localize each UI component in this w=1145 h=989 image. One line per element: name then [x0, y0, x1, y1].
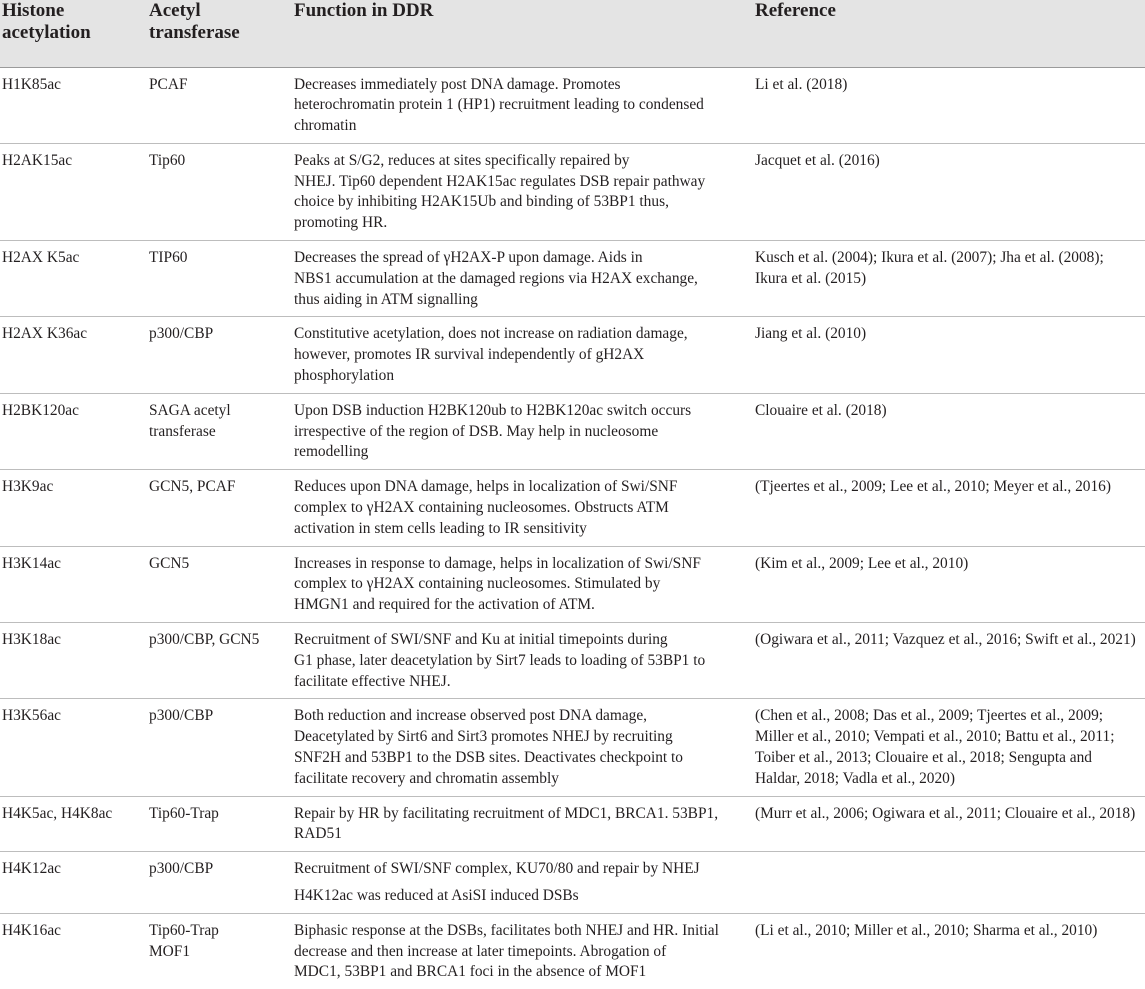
table-row — [0, 393, 1145, 469]
cell-text-line: p300/CBP — [149, 707, 214, 725]
function-cell — [292, 852, 753, 886]
table-row — [0, 470, 1145, 546]
cell-text-line: Ikura et al. (2015) — [755, 269, 867, 287]
table-header — [0, 0, 1145, 67]
cell-text-line: TIP60 — [149, 249, 188, 267]
reference-cell — [753, 67, 1145, 143]
histone-cell — [0, 143, 147, 240]
cell-text-line: facilitate effective NHEJ. — [294, 672, 451, 690]
cell-text-line: (Murr et al., 2006; Ogiwara et al., 2011; Clouaire et al., 2018) — [755, 804, 1136, 822]
reference-cell — [753, 470, 1145, 546]
transferase-cell — [147, 143, 292, 240]
reference-cell — [753, 317, 1145, 393]
cell-text-line: irrespective of the region of DSB. May help in nucleosome — [294, 422, 659, 440]
reference-cell — [753, 886, 1145, 913]
transferase-cell — [147, 699, 292, 796]
cell-text-line: SAGA acetyl — [149, 401, 231, 419]
histone-cell — [0, 886, 147, 913]
cell-text-line: complex to γH2AX containing nucleosomes. Obstructs ATM — [294, 499, 669, 517]
header-reference — [753, 0, 1145, 67]
header-function-in-ddr — [292, 0, 753, 67]
cell-text-line: p300/CBP, GCN5 — [149, 631, 260, 649]
histone-cell — [0, 852, 147, 886]
cell-text-line: (Chen et al., 2008; Das et al., 2009; Tjeertes et al., 2009; — [755, 707, 1104, 725]
function-cell — [292, 470, 753, 546]
cell-text-line: RAD51 — [294, 825, 342, 843]
header-text-line: Reference — [755, 0, 836, 21]
cell-text-line: H4K12ac was reduced at AsiSI induced DSBs — [294, 887, 579, 904]
cell-text-line: Both reduction and increase observed post DNA damage, — [294, 707, 648, 725]
transferase-cell — [147, 886, 292, 913]
table-row — [0, 852, 1145, 886]
cell-text-line: H2AX K36ac — [2, 325, 88, 343]
transferase-cell — [147, 852, 292, 886]
histone-cell — [0, 913, 147, 989]
cell-text-line: Upon DSB induction H2BK120ub to H2BK120ac switch occurs — [294, 401, 692, 419]
header-text-line: Acetyl — [149, 0, 201, 21]
cell-text-line: H2BK120ac — [2, 401, 79, 419]
function-cell — [292, 143, 753, 240]
cell-text-line: NBS1 accumulation at the damaged regions via H2AX exchange, — [294, 269, 698, 287]
cell-text-line: Biphasic response at the DSBs, facilitates both NHEJ and HR. Initial — [294, 921, 719, 939]
histone-cell — [0, 699, 147, 796]
cell-text-line: Increases in response to damage, helps in localization of Swi/SNF — [294, 554, 701, 572]
transferase-cell — [147, 393, 292, 469]
cell-text-line: Repair by HR by facilitating recruitment of MDC1, BRCA1. 53BP1, — [294, 804, 719, 822]
reference-cell — [753, 623, 1145, 699]
header-text-line: Histone — [2, 0, 65, 21]
table-row — [0, 623, 1145, 699]
histone-cell — [0, 317, 147, 393]
cell-text-line: complex to γH2AX containing nucleosomes. Stimulated by — [294, 575, 661, 593]
function-cell — [292, 67, 753, 143]
cell-text-line: H3K9ac — [2, 478, 54, 496]
transferase-cell — [147, 796, 292, 852]
cell-text-line: Recruitment of SWI/SNF and Ku at initial timepoints during — [294, 631, 668, 649]
cell-text-line: Recruitment of SWI/SNF complex, KU70/80 and repair by NHEJ — [294, 860, 700, 878]
cell-text-line: Tip60 — [149, 151, 186, 169]
reference-cell — [753, 241, 1145, 317]
reference-cell — [753, 393, 1145, 469]
cell-text-line: heterochromatin protein 1 (HP1) recruitment leading to condensed — [294, 96, 704, 114]
cell-text-line: Constitutive acetylation, does not increase on radiation damage, — [294, 325, 688, 343]
cell-text-line: thus aiding in ATM signalling — [294, 290, 478, 308]
reference-cell — [753, 796, 1145, 852]
cell-text-line: chromatin — [294, 117, 357, 135]
cell-text-line: H3K18ac — [2, 631, 61, 649]
cell-text-line: SNF2H and 53BP1 to the DSB sites. Deactivates checkpoint to — [294, 749, 684, 767]
table-row — [0, 796, 1145, 852]
reference-cell — [753, 699, 1145, 796]
table-row — [0, 241, 1145, 317]
table-row — [0, 317, 1145, 393]
transferase-cell — [147, 546, 292, 622]
cell-text-line: H4K12ac — [2, 860, 61, 878]
function-cell — [292, 241, 753, 317]
cell-text-line: Jiang et al. (2010) — [755, 325, 867, 343]
cell-text-line: H2AX K5ac — [2, 249, 80, 267]
cell-text-line: Decreases the spread of γH2AX-P upon damage. Aids in — [294, 249, 643, 267]
cell-text-line: Toiber et al., 2013; Clouaire et al., 2018; Sengupta and — [755, 749, 1093, 767]
cell-text-line: H3K56ac — [2, 707, 61, 725]
cell-text-line: p300/CBP — [149, 325, 214, 343]
cell-text-line: Tip60-Trap — [149, 921, 219, 939]
cell-text-line: H4K16ac — [2, 921, 61, 939]
header-text-line: transferase — [149, 22, 240, 43]
table-row — [0, 546, 1145, 622]
cell-text-line: NHEJ. Tip60 dependent H2AK15ac regulates DSB repair pathway — [294, 172, 706, 190]
cell-text-line: decrease and then increase at later timepoints. Abrogation of — [294, 942, 667, 960]
function-cell — [292, 623, 753, 699]
histone-cell — [0, 623, 147, 699]
cell-text-line: (Li et al., 2010; Miller et al., 2010; Sharma et al., 2010) — [755, 921, 1098, 939]
cell-text-line: facilitate recovery and chromatin assembly — [294, 769, 559, 787]
histone-cell — [0, 796, 147, 852]
histone-cell — [0, 470, 147, 546]
reference-cell — [753, 546, 1145, 622]
cell-text-line: Deacetylated by Sirt6 and Sirt3 promotes NHEJ by recruiting — [294, 728, 673, 746]
table-row — [0, 913, 1145, 989]
cell-text-line: HMGN1 and required for the activation of ATM. — [294, 596, 595, 614]
cell-text-line: Miller et al., 2010; Vempati et al., 2010; Battu et al., 2011; — [755, 728, 1115, 746]
histone-cell — [0, 241, 147, 317]
reference-cell — [753, 852, 1145, 886]
histone-cell — [0, 546, 147, 622]
cell-text-line: Haldar, 2018; Vadla et al., 2020) — [755, 769, 955, 787]
function-cell — [292, 317, 753, 393]
function-cell — [292, 796, 753, 852]
header-text-line: Function in DDR — [294, 0, 434, 21]
transferase-cell — [147, 317, 292, 393]
function-cell — [292, 393, 753, 469]
cell-text-line: G1 phase, later deacetylation by Sirt7 leads to loading of 53BP1 to — [294, 651, 706, 669]
cell-text-line: Decreases immediately post DNA damage. Promotes — [294, 75, 621, 93]
cell-text-line: (Tjeertes et al., 2009; Lee et al., 2010; Meyer et al., 2016) — [755, 478, 1111, 496]
function-cell — [292, 546, 753, 622]
cell-text-line: Kusch et al. (2004); Ikura et al. (2007); Jha et al. (2008); — [755, 249, 1104, 267]
cell-text-line: PCAF — [149, 75, 188, 93]
cell-text-line: Reduces upon DNA damage, helps in localization of Swi/SNF — [294, 478, 678, 496]
table-body — [0, 67, 1145, 989]
cell-text-line: MOF1 — [149, 942, 191, 960]
header-acetyl-transferase — [147, 0, 292, 67]
cell-text-line: H3K14ac — [2, 554, 61, 572]
cell-text-line: H1K85ac — [2, 75, 61, 93]
cell-text-line: phosphorylation — [294, 367, 395, 385]
cell-text-line: Li et al. (2018) — [755, 75, 848, 93]
cell-text-line: Jacquet et al. (2016) — [755, 151, 880, 169]
cell-text-line: MDC1, 53BP1 and BRCA1 foci in the absence of MOF1 — [294, 963, 647, 981]
transferase-cell — [147, 470, 292, 546]
cell-text-line: GCN5, PCAF — [149, 478, 236, 496]
cell-text-line: transferase — [149, 422, 216, 440]
histone-cell — [0, 67, 147, 143]
table-row — [0, 699, 1145, 796]
transferase-cell — [147, 67, 292, 143]
cell-text-line: choice by inhibiting H2AK15Ub and binding of 53BP1 thus, — [294, 193, 669, 211]
cell-text-line: H2AK15ac — [2, 151, 73, 169]
transferase-cell — [147, 913, 292, 989]
cell-text-line: (Ogiwara et al., 2011; Vazquez et al., 2016; Swift et al., 2021) — [755, 631, 1136, 649]
cell-text-line: Clouaire et al. (2018) — [755, 401, 887, 419]
cell-text-line: Peaks at S/G2, reduces at sites specifically repaired by — [294, 151, 630, 169]
cell-text-line: promoting HR. — [294, 214, 388, 232]
transferase-cell — [147, 623, 292, 699]
function-cell — [292, 913, 753, 989]
table-row — [0, 67, 1145, 143]
header-histone-acetylation — [0, 0, 147, 67]
cell-text-line: remodelling — [294, 443, 369, 461]
cell-text-line: H4K5ac, H4K8ac — [2, 804, 113, 822]
histone-cell — [0, 393, 147, 469]
function-cell — [292, 699, 753, 796]
cell-text-line: however, promotes IR survival independently of gH2AX — [294, 346, 645, 364]
function-cell — [292, 886, 753, 913]
cell-text-line: GCN5 — [149, 554, 190, 572]
header-row — [0, 0, 1145, 67]
table-row-continuation — [0, 886, 1145, 913]
cell-text-line: activation in stem cells leading to IR sensitivity — [294, 519, 587, 537]
cell-text-line: Tip60-Trap — [149, 804, 219, 822]
reference-cell — [753, 143, 1145, 240]
reference-cell — [753, 913, 1145, 989]
table-row — [0, 143, 1145, 240]
transferase-cell — [147, 241, 292, 317]
header-text-line: acetylation — [2, 22, 91, 43]
cell-text-line: (Kim et al., 2009; Lee et al., 2010) — [755, 554, 969, 572]
cell-text-line: p300/CBP — [149, 860, 214, 878]
